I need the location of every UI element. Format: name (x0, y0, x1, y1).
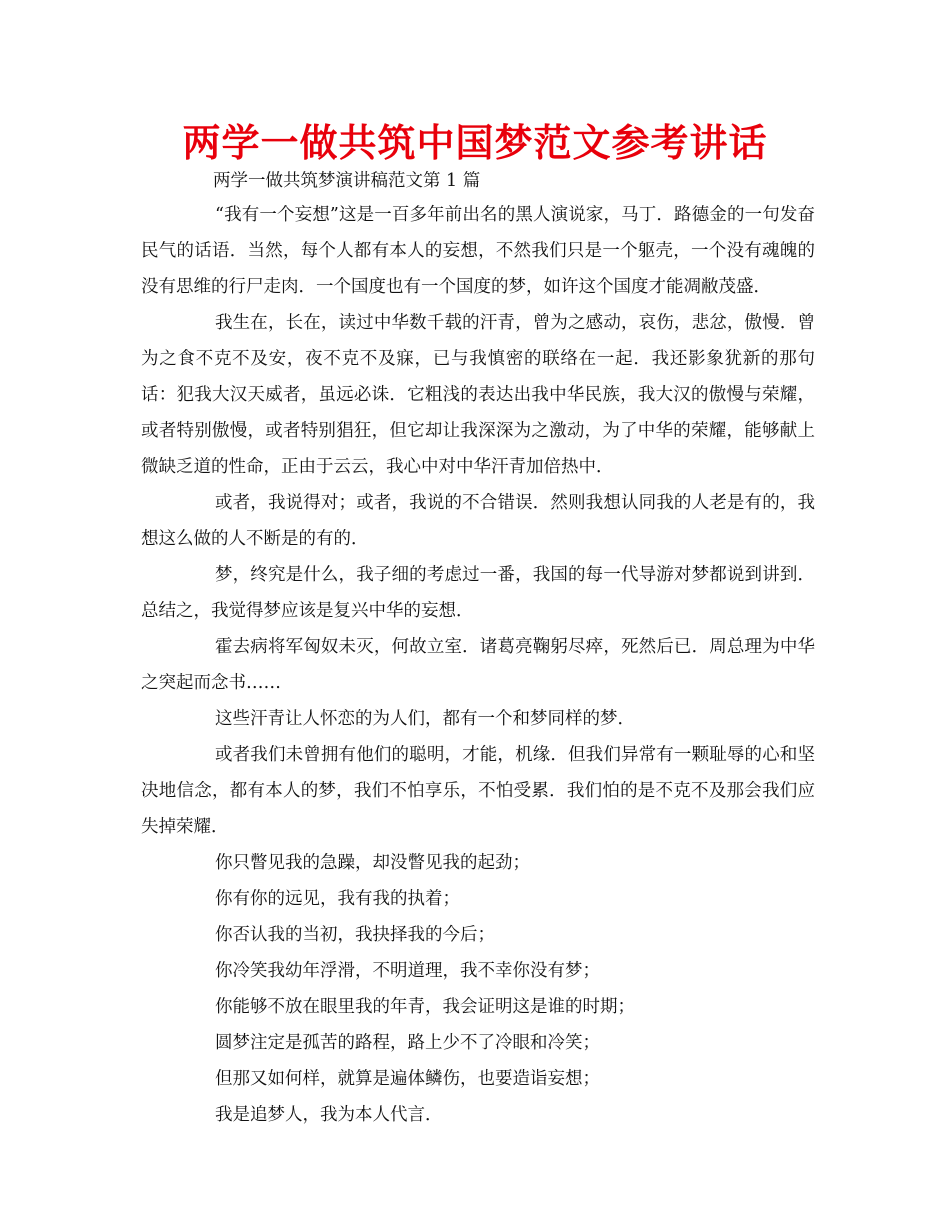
paragraph-4: 梦，终究是什么，我子细的考虑过一番，我国的每一代导游对梦都说到讲到．总结之，我觉得梦应该是复兴中华的妄想． (141, 565, 815, 621)
poem-line-8: 我是追梦人，我为本人代言． (215, 1105, 443, 1125)
paragraph-5: 霍去病将军匈奴未灭，何故立室．诸葛亮鞠躬尽瘁，死然后已．周总理为中华之突起而念书…… (141, 637, 815, 693)
paragraph-2: 我生在，长在，读过中华数千载的汗青，曾为之感动，哀伤，悲忿，傲慢．曾为之食不克不及安，夜不克不及寐，已与我慎密的联络在一起．我还影象犹新的那句话：犯我大汉天威者，虽远必诛．它粗浅的表达出我中华民族，我大汉的傲慢与荣耀，或者特别傲慢，或者特别猖狂，但它却让我深深为之激动，为了中华的荣耀，能够献上微缺乏道的性命，正由于云云，我心中对中华汗青加倍热中． (141, 313, 815, 477)
poem-line-6: 圆梦注定是孤苦的路程，路上少不了冷眼和冷笑； (215, 1033, 600, 1053)
poem-line-7: 但那又如何样，就算是遍体鳞伤，也要造诣妄想； (215, 1069, 600, 1089)
paragraph-7: 或者我们未曾拥有他们的聪明，才能，机缘．但我们异常有一颗耻辱的心和坚决地信念，都有本人的梦，我们不怕享乐，不怕受累．我们怕的是不克不及那会我们应失掉荣耀． (141, 745, 815, 837)
paragraph-3: 或者，我说得对；或者，我说的不合错误．然则我想认同我的人老是有的，我想这么做的人不断是的有的． (141, 493, 815, 549)
poem-line-2: 你有你的远见，我有我的执着； (215, 889, 460, 909)
poem-line-4: 你冷笑我幼年浮滑，不明道理，我不幸你没有梦； (215, 961, 600, 981)
document-body (141, 168, 815, 1133)
document-subtitle: 两学一做共筑梦演讲稿范文第 1 篇 (213, 171, 481, 191)
poem-line-3: 你否认我的当初，我抉择我的今后； (215, 925, 495, 945)
poem-line-1: 你只瞥见我的急躁，却没瞥见我的起劲； (215, 853, 530, 873)
paragraph-6: 这些汗青让人怀恋的为人们，都有一个和梦同样的梦． (215, 709, 635, 729)
poem-line-5: 你能够不放在眼里我的年青，我会证明这是谁的时期； (215, 997, 635, 1017)
paragraph-1: “我有一个妄想”这是一百多年前出名的黑人演说家，马丁．路德金的一句发奋民气的话语．当然，每个人都有本人的妄想，不然我们只是一个躯壳，一个没有魂魄的没有思维的行尸走肉．一个国度也有一个国度的梦，如许这个国度才能凋敝茂盛． (141, 205, 815, 297)
document-title: 两学一做共筑中国梦范文参考讲话 (182, 121, 768, 165)
